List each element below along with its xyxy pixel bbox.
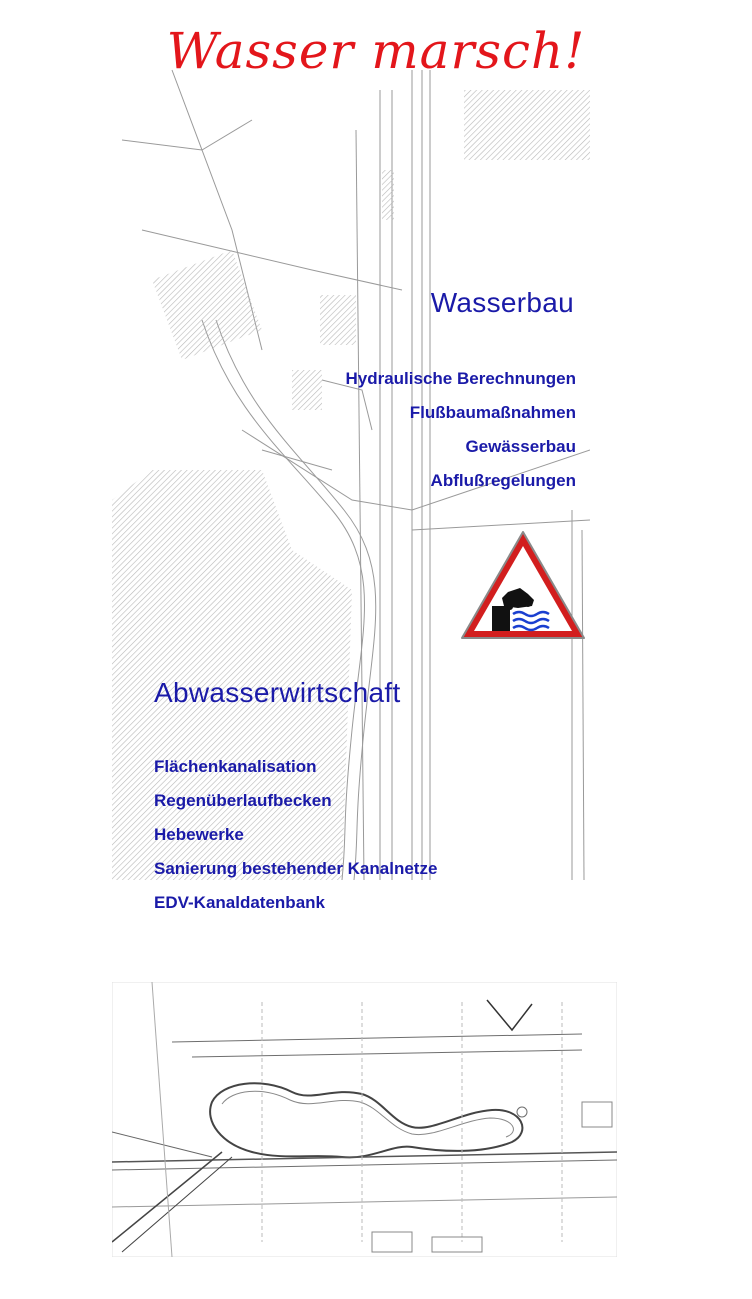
page-title: Wasser marsch! bbox=[166, 22, 586, 80]
wasserbau-heading: Wasserbau bbox=[430, 287, 574, 318]
list-item: Flächenkanalisation bbox=[154, 757, 317, 776]
list-item: Regenüberlaufbecken bbox=[154, 791, 332, 810]
retention-basin-plan-drawing bbox=[112, 982, 617, 1257]
list-item: Sanierung bestehender Kanalnetze bbox=[154, 859, 438, 878]
list-item: Flußbaumaßnahmen bbox=[409, 403, 576, 422]
riverbank-warning-sign-icon bbox=[458, 528, 588, 643]
list-item: Gewässerbau bbox=[465, 437, 576, 456]
list-item: Abflußregelungen bbox=[430, 471, 576, 490]
list-item: Hebewerke bbox=[154, 825, 244, 844]
list-item: EDV-Kanaldatenbank bbox=[154, 893, 325, 912]
abwasser-list bbox=[154, 750, 437, 920]
wasserbau-list bbox=[345, 362, 576, 498]
list-item: Hydraulische Berechnungen bbox=[345, 369, 576, 388]
abwasser-heading: Abwasserwirtschaft bbox=[154, 677, 401, 708]
